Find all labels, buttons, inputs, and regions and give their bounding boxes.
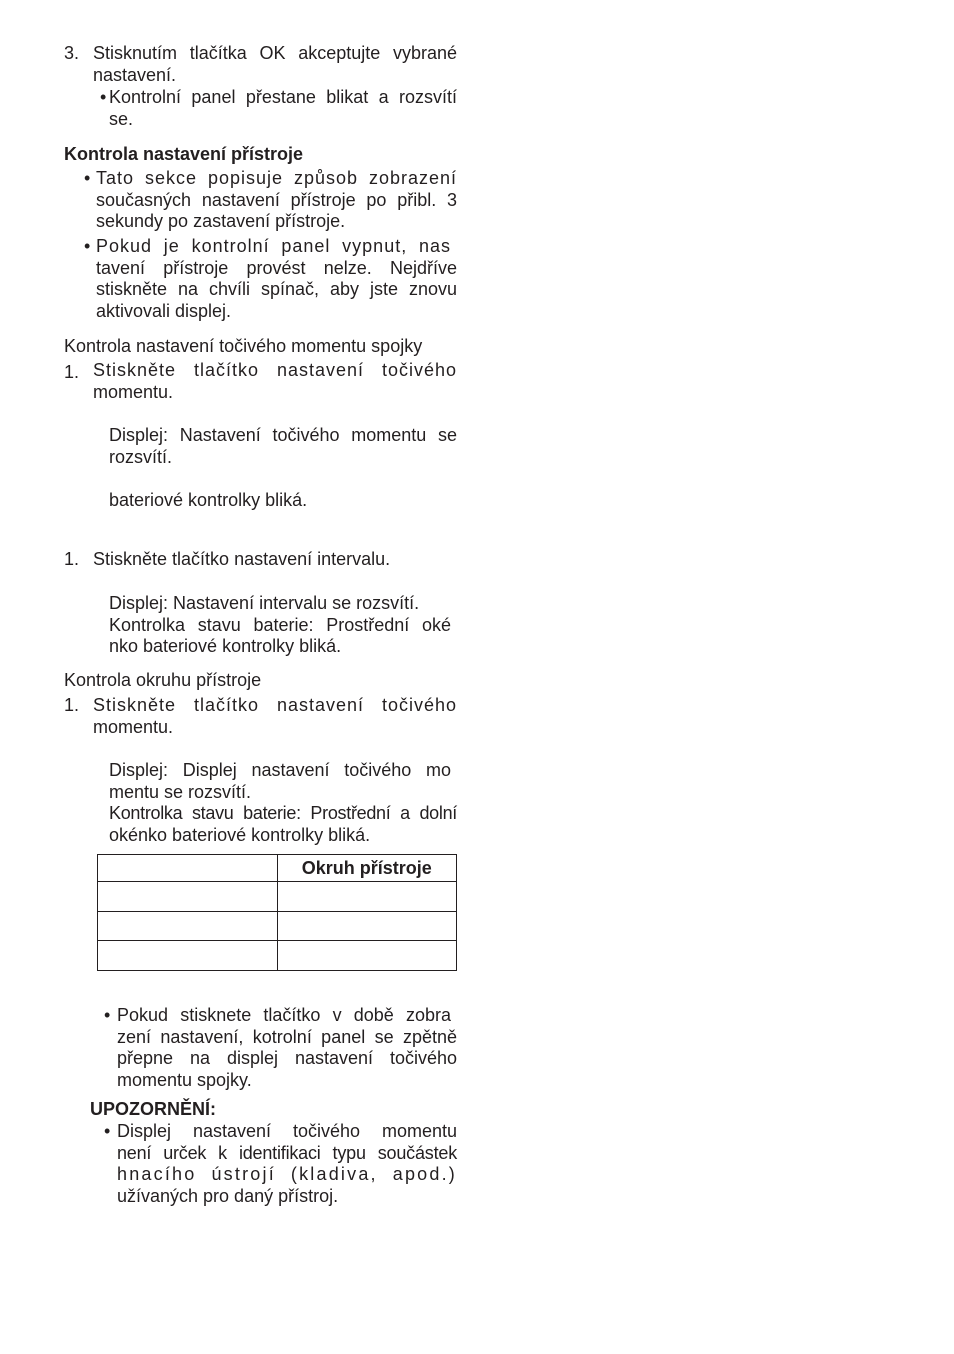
step-number: 1. <box>64 549 80 569</box>
table-header-cell: Okruh přístroje <box>277 855 457 882</box>
bullet-dot: • <box>84 168 91 188</box>
text-line: sekundy po zastavení přístroje. <box>96 211 346 232</box>
step-number: 1. <box>64 695 80 715</box>
text-line: mentu se rozsvítí. <box>109 781 252 802</box>
table-row <box>98 882 457 912</box>
text-line: tavení přístroje provést nelze. Nejdříve <box>96 257 457 278</box>
warning-heading: UPOZORNĚNÍ: <box>90 1099 216 1119</box>
interval-step-text: Stiskněte tlačítko nastavení intervalu. <box>93 549 391 569</box>
text-line: Pokud stisknete tlačítko v době zobra <box>117 1005 451 1025</box>
text-line: nko bateriové kontrolky bliká. <box>109 636 342 657</box>
text-line: momentu. <box>93 716 174 737</box>
text-line: rozsvítí. <box>109 446 173 467</box>
table-header-cell <box>98 855 278 882</box>
bullet-dot: • <box>104 1005 111 1025</box>
step-number: 3. <box>64 43 80 63</box>
text-line: přepne na displej nastavení točivého <box>117 1048 457 1069</box>
table-header-row <box>98 855 457 882</box>
text-line: není urček k identifikaci typu součástek <box>117 1142 457 1163</box>
circuit-display-text <box>109 760 457 846</box>
text-line: užívaných pro daný přístroj. <box>117 1185 339 1206</box>
torque-display-text <box>109 425 457 468</box>
text-line: Kontrolka stavu baterie: Prostřední oké <box>109 614 451 635</box>
text-line: se. <box>109 108 134 129</box>
bullet-dot: • <box>84 236 91 256</box>
table-cell <box>277 941 457 971</box>
torque-battery-text: bateriové kontrolky bliká. <box>109 490 308 510</box>
warning-bullet-text <box>117 1121 457 1207</box>
text-line: Stiskněte tlačítko nastavení točivého <box>93 360 457 380</box>
note-bullet-text <box>117 1005 457 1091</box>
text-line: nastavení. <box>93 64 177 85</box>
bullet-dot: • <box>100 87 107 107</box>
text-line: stiskněte na chvíli spínač, aby jste znovu <box>96 279 457 300</box>
circuit-table <box>97 854 457 971</box>
text-line: Displej nastavení točivého momentu <box>117 1121 457 1141</box>
settings-bullet-1 <box>96 168 457 233</box>
text-line: Displej: Nastavení intervalu se rozsvítí. <box>109 593 420 613</box>
text-line: hnacího ústrojí (kladiva, apod.) <box>117 1164 457 1185</box>
text-line: Tato sekce popisuje způsob zobrazení <box>96 168 457 188</box>
text-line: momentu. <box>93 381 174 402</box>
text-line: Displej: Nastavení točivého momentu se <box>109 425 457 445</box>
text-line: Kontrolní panel přestane blikat a rozsvítí <box>109 87 457 107</box>
table-cell <box>98 911 278 941</box>
section-heading-settings: Kontrola nastavení přístroje <box>64 144 304 164</box>
text-line: současných nastavení přístroje po přibl. 3 <box>96 189 457 210</box>
bullet-dot: • <box>104 1121 111 1141</box>
table-row <box>98 941 457 971</box>
table-cell <box>277 882 457 912</box>
text-line: okénko bateriové kontrolky bliká. <box>109 824 371 845</box>
table-cell <box>98 882 278 912</box>
settings-bullet-2 <box>96 236 457 322</box>
table-cell <box>98 941 278 971</box>
interval-display-text <box>109 593 457 658</box>
text-line: Stiskněte tlačítko nastavení točivého <box>93 695 457 715</box>
torque-step-text <box>93 360 457 403</box>
step3-subtext <box>109 87 457 130</box>
text-line: zení nastavení, kotrolní panel se zpětně <box>117 1026 457 1047</box>
step-number: 1. <box>64 362 80 382</box>
section-heading-circuit: Kontrola okruhu přístroje <box>64 670 262 690</box>
step3-text <box>93 43 457 86</box>
table-cell <box>277 911 457 941</box>
text-line: momentu spojky. <box>117 1069 252 1090</box>
table-row <box>98 911 457 941</box>
text-line: Kontrolka stavu baterie: Prostřední a dolní <box>109 803 457 824</box>
text-line: Displej: Displej nastavení točivého mo <box>109 760 451 780</box>
text-line: aktivovali displej. <box>96 300 232 321</box>
section-heading-torque: Kontrola nastavení točivého momentu spojky <box>64 336 423 356</box>
text-line: Stisknutím tlačítka OK akceptujte vybrané <box>93 43 457 63</box>
circuit-step-text <box>93 695 457 738</box>
text-line: Pokud je kontrolní panel vypnut, nas <box>96 236 451 256</box>
